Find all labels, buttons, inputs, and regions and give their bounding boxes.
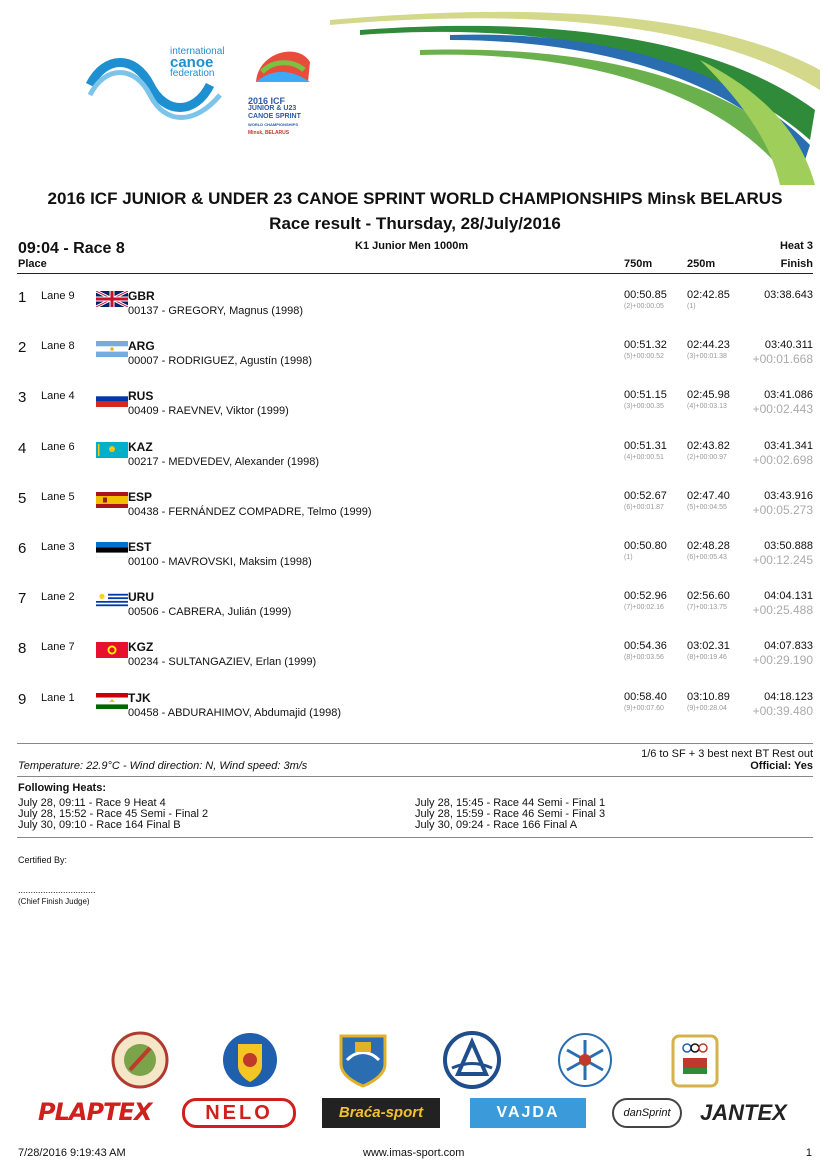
split-750m-rank: (8)+00:03.56	[624, 654, 664, 662]
minsk-coat-of-arms	[220, 1030, 280, 1090]
lane-label: Lane 7	[41, 641, 75, 654]
split-750m: 00:52.96	[624, 590, 667, 603]
jantex-logo: JANTEX	[700, 1100, 787, 1125]
results-bottom-divider	[17, 743, 813, 744]
athlete-name: 00409 - RAEVNEV, Viktor (1999)	[128, 405, 289, 418]
nation-code: ESP	[128, 489, 153, 504]
finish-column-header: Finish	[780, 258, 813, 270]
place-number: 8	[18, 640, 27, 658]
result-row	[0, 628, 830, 678]
athlete-name: 00458 - ABDURAHIMOV, Abdumajid (1998)	[128, 706, 341, 719]
finish-time: 04:18.123	[764, 690, 813, 703]
plaptex-logo: PLAPTEX	[38, 1098, 152, 1126]
split-750m-rank: (4)+00:00.51	[624, 453, 664, 461]
flag-rus-icon	[96, 391, 128, 407]
lane-label: Lane 4	[41, 390, 75, 403]
result-row	[0, 327, 830, 377]
time-behind: +00:02.698	[752, 452, 813, 467]
split-750m-rank: (7)+00:02.16	[624, 604, 664, 612]
chief-judge-label: (Chief Finish Judge)	[18, 897, 90, 906]
official-status: Official: Yes	[750, 760, 813, 772]
place-number: 7	[18, 590, 27, 608]
split-250m-rank: (7)+00:13.75	[687, 604, 727, 612]
split-750m-rank: (5)+00:00.52	[624, 353, 664, 361]
nation-code: TJK	[128, 690, 151, 705]
split-750m: 00:50.85	[624, 289, 667, 301]
icf-logo-line2: canoe	[170, 54, 214, 71]
lane-label: Lane 8	[41, 340, 75, 353]
finish-time: 03:43.916	[764, 489, 813, 502]
time-behind: +00:02.443	[752, 402, 813, 417]
belarus-olympic-emblem	[665, 1030, 725, 1090]
flag-esp-icon	[96, 492, 128, 508]
athlete-name: 00217 - MEDVEDEV, Alexander (1998)	[128, 455, 319, 468]
following-heat-item: July 30, 09:24 - Race 166 Final A	[415, 819, 578, 831]
champ-logo-line4: WORLD CHAMPIONSHIPS	[248, 122, 298, 127]
result-row	[0, 277, 830, 327]
snowflake-emblem	[555, 1030, 615, 1090]
finish-time: 03:41.341	[764, 439, 813, 452]
vajda-logo: VAJDA	[470, 1098, 586, 1128]
nelo-logo: NELO	[182, 1098, 296, 1128]
finish-time: 03:40.311	[764, 339, 813, 352]
champ-logo-line2: JUNIOR & U23	[248, 105, 297, 112]
athlete-name: 00234 - SULTANGAZIEV, Erlan (1999)	[128, 656, 317, 669]
split-750m-rank: (6)+00:01.87	[624, 503, 664, 511]
place-number: 9	[18, 690, 27, 708]
split-250m: 02:47.40	[687, 489, 730, 502]
split-250m: 02:44.23	[687, 339, 730, 352]
time-behind: +00:01.668	[752, 352, 813, 367]
split-250m: 02:42.85	[687, 289, 730, 301]
flag-arg-icon	[96, 341, 128, 357]
nation-code: URU	[128, 590, 154, 605]
athlete-name: 00438 - FERNÁNDEZ COMPADRE, Telmo (1999)	[128, 505, 372, 518]
split-750m-rank: (9)+00:07.60	[624, 704, 664, 712]
nation-code: KAZ	[128, 439, 153, 454]
following-heat-item: July 28, 09:11 - Race 9 Heat 4	[18, 797, 166, 809]
race-time-number: 09:04 - Race 8	[18, 240, 125, 257]
lane-label: Lane 1	[41, 691, 75, 704]
split-250m: 02:43.82	[687, 439, 730, 452]
result-row	[0, 428, 830, 478]
athlete-name: 00100 - MAVROVSKI, Maksim (1998)	[128, 556, 312, 568]
canoe-club-emblem	[110, 1030, 170, 1090]
flag-tjk-icon	[96, 693, 128, 709]
split-250m: 02:56.60	[687, 590, 730, 603]
city-shield-emblem	[333, 1030, 393, 1090]
following-heat-item: July 28, 15:45 - Race 44 Semi - Final 1	[415, 797, 606, 809]
following-divider	[17, 837, 813, 838]
nation-code: GBR	[128, 289, 155, 303]
finish-time: 03:38.643	[764, 289, 813, 301]
nation-code: RUS	[128, 389, 154, 404]
split-750m: 00:51.15	[624, 389, 667, 402]
document-title: 2016 ICF JUNIOR & UNDER 23 CANOE SPRINT WORLD CHAMPIONSHIPS Minsk BELARUS	[47, 189, 783, 208]
split-750m-rank: (3)+00:00.35	[624, 403, 664, 411]
print-timestamp: 7/28/2016 9:19:43 AM	[18, 1147, 126, 1159]
document-subtitle: Race result - Thursday, 28/July/2016	[269, 214, 561, 233]
750m-column-header: 750m	[624, 258, 653, 270]
finish-time: 04:04.131	[764, 590, 813, 603]
result-row	[0, 478, 830, 528]
split-250m: 02:48.28	[687, 540, 730, 552]
split-750m: 00:58.40	[624, 690, 667, 703]
following-heat-item: July 28, 15:59 - Race 46 Semi - Final 3	[415, 808, 606, 820]
split-250m-rank: (3)+00:01.38	[687, 353, 727, 361]
page-number: 1	[805, 1147, 812, 1159]
place-number: 4	[18, 439, 27, 457]
flag-kgz-icon	[96, 642, 128, 658]
champ-logo-line3: CANOE SPRINT	[248, 113, 301, 120]
website-link[interactable]: www.imas-sport.com	[363, 1147, 465, 1159]
place-column-header: Place	[18, 258, 47, 270]
time-behind: +00:12.245	[752, 553, 813, 567]
result-row	[0, 377, 830, 427]
event-name: K1 Junior Men 1000m	[355, 240, 469, 252]
split-750m-rank: (1)	[624, 554, 633, 561]
flag-gbr-icon	[96, 291, 128, 307]
split-750m: 00:51.31	[624, 439, 667, 452]
lane-label: Lane 9	[41, 290, 75, 302]
result-row	[0, 578, 830, 628]
split-750m: 00:51.32	[624, 339, 667, 352]
signature-line: ...............................	[18, 885, 96, 895]
nation-code: KGZ	[128, 640, 154, 655]
split-750m: 00:52.67	[624, 489, 667, 502]
split-250m-rank: (9)+00:28.04	[687, 704, 727, 712]
split-750m: 00:54.36	[624, 640, 667, 653]
split-750m-rank: (2)+00:00.05	[624, 303, 664, 310]
following-heat-item: July 28, 15:52 - Race 45 Semi - Final 2	[18, 808, 209, 820]
split-250m-rank: (8)+00:19.46	[687, 654, 727, 662]
following-heats-title: Following Heats:	[18, 782, 106, 794]
place-number: 1	[18, 289, 27, 306]
athlete-name: 00007 - RODRIGUEZ, Agustín (1998)	[128, 355, 313, 368]
split-250m-rank: (1)	[687, 303, 696, 310]
icf-logo	[80, 40, 240, 130]
header-divider	[17, 273, 813, 274]
split-250m: 03:10.89	[687, 690, 730, 703]
split-750m: 00:50.80	[624, 540, 667, 552]
finish-time: 03:41.086	[764, 389, 813, 402]
lane-label: Lane 2	[41, 591, 75, 604]
finish-time: 04:07.833	[764, 640, 813, 653]
icf-logo-line1: international	[170, 46, 225, 57]
time-behind: +00:25.488	[752, 603, 813, 618]
rowing-federation-emblem	[442, 1030, 502, 1090]
lane-label: Lane 6	[41, 440, 75, 453]
championship-logo	[248, 42, 318, 137]
flag-est-icon	[96, 542, 128, 558]
champ-logo-line5: Minsk, BELARUS	[248, 130, 290, 136]
nation-code: EST	[128, 540, 152, 554]
lane-label: Lane 3	[41, 541, 75, 553]
athlete-name: 00137 - GREGORY, Magnus (1998)	[128, 305, 304, 317]
result-row	[0, 679, 830, 729]
flag-uru-icon	[96, 592, 128, 608]
result-row	[0, 528, 830, 578]
dansprint-logo: danSprint	[612, 1098, 682, 1128]
place-number: 6	[18, 540, 27, 557]
time-behind: +00:29.190	[752, 653, 813, 668]
split-250m: 02:45.98	[687, 389, 730, 402]
place-number: 2	[18, 339, 27, 357]
icf-logo-line3: federation	[170, 68, 215, 79]
weather-info: Temperature: 22.9°C - Wind direction: N, Wind speed: 3m/s	[18, 760, 308, 772]
place-number: 5	[18, 489, 27, 507]
split-250m-rank: (4)+00:03.13	[687, 403, 727, 411]
braca-sport-logo: Braća-sport	[322, 1098, 440, 1128]
lane-label: Lane 5	[41, 490, 75, 503]
flag-kaz-icon	[96, 442, 128, 458]
following-heat-item: July 30, 09:10 - Race 164 Final B	[18, 819, 181, 831]
progression-rules: 1/6 to SF + 3 best next BT Rest out	[641, 748, 813, 760]
split-250m: 03:02.31	[687, 640, 730, 653]
place-number: 3	[18, 389, 27, 407]
weather-divider	[17, 776, 813, 777]
split-250m-rank: (5)+00:04.55	[687, 503, 727, 511]
finish-time: 03:50.888	[764, 540, 813, 552]
time-behind: +00:05.273	[752, 502, 813, 517]
heat-label: Heat 3	[779, 240, 813, 252]
250m-column-header: 250m	[687, 258, 716, 270]
split-250m-rank: (6)+00:05.43	[687, 554, 727, 561]
athlete-name: 00506 - CABRERA, Julián (1999)	[128, 606, 292, 619]
split-250m-rank: (2)+00:00.97	[687, 453, 727, 461]
champ-logo-line1: 2016 ICF	[248, 96, 286, 106]
certified-by-label: Certified By:	[18, 855, 68, 865]
nation-code: ARG	[128, 339, 155, 354]
time-behind: +00:39.480	[752, 703, 813, 718]
